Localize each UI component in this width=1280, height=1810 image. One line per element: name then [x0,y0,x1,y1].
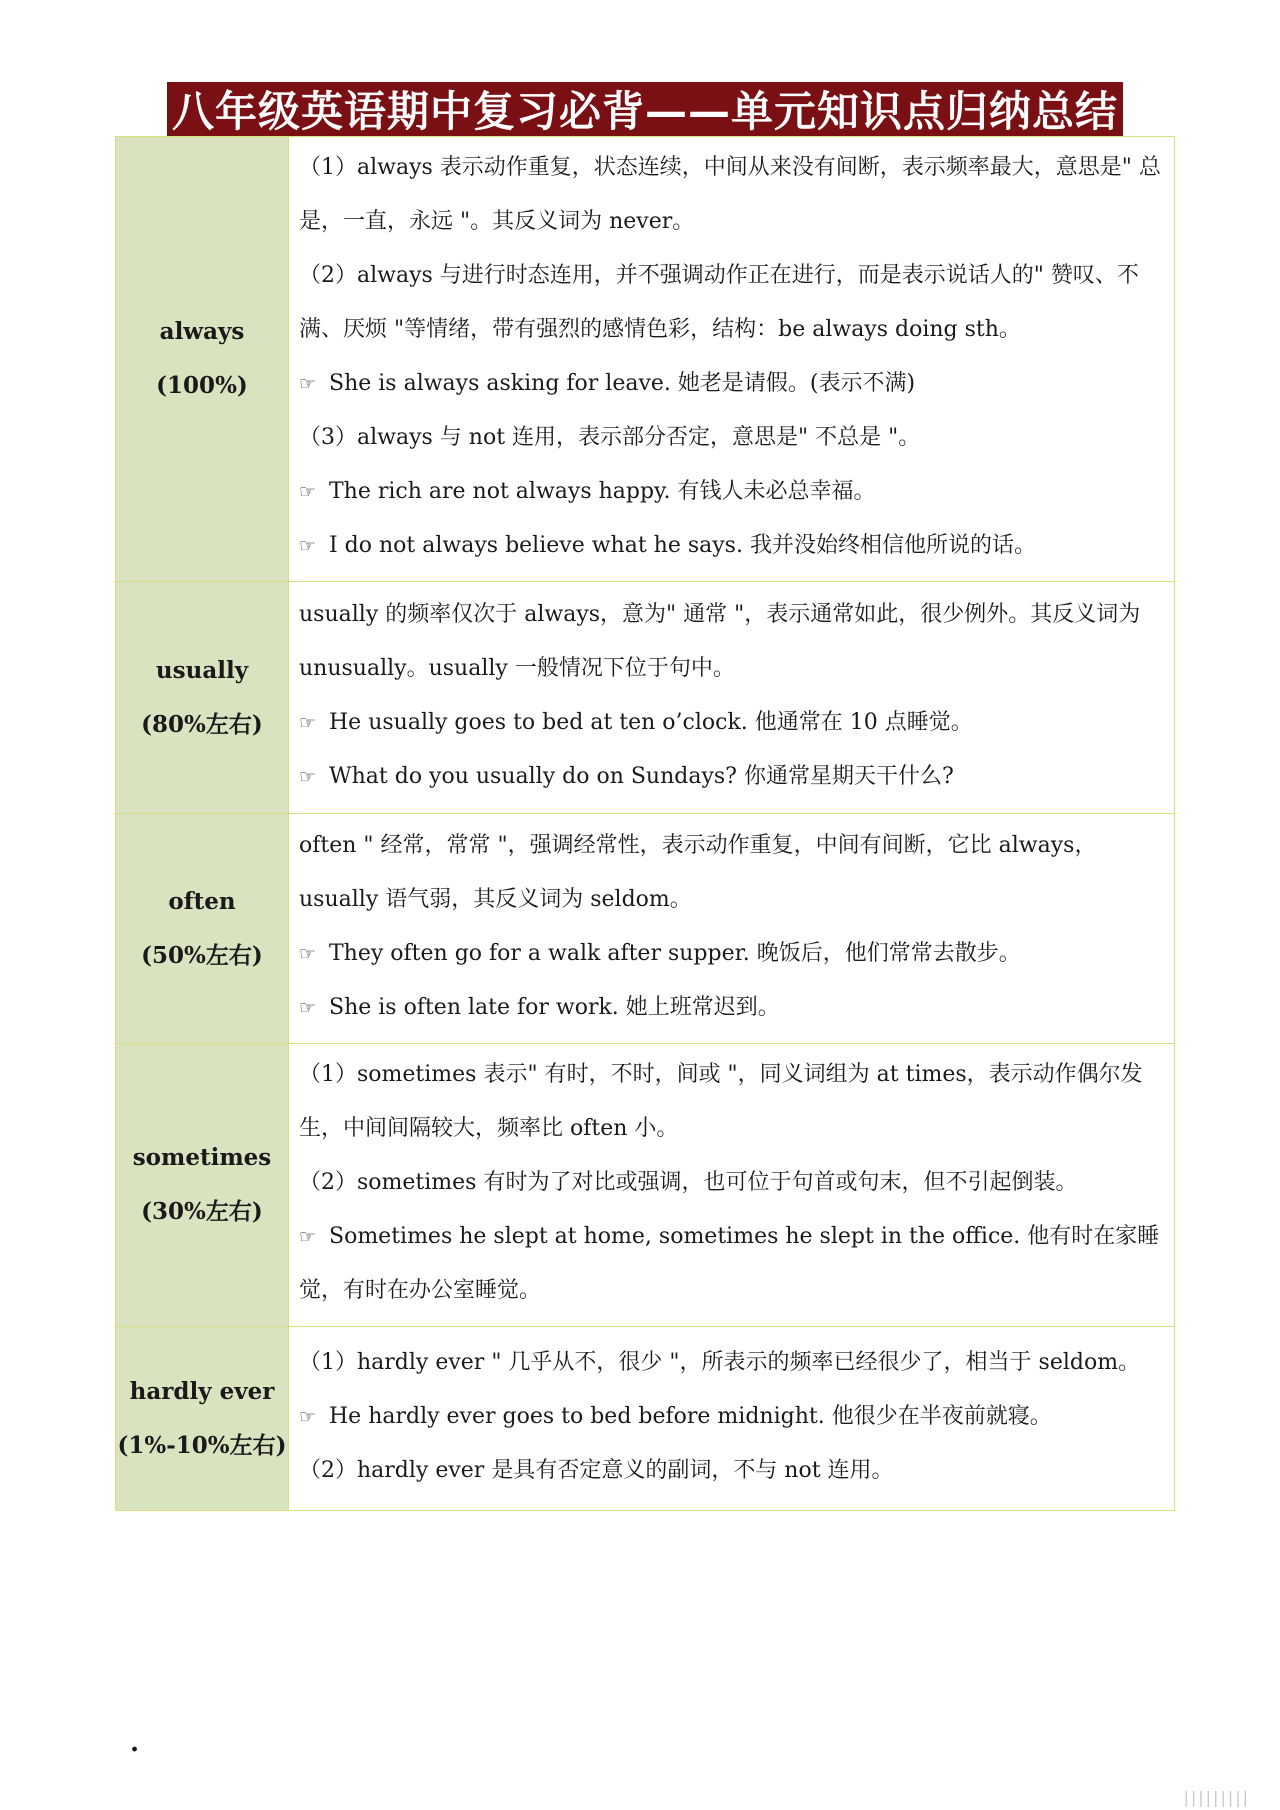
adverb-cell [116,1044,289,1327]
example-line: ☞ Sometimes he slept at home, sometimes he slept in the office. 他有时在家睡觉，有时在办公室睡觉。 [299,1210,1164,1318]
page-title: 八年级英语期中复习必背——单元知识点归纳总结 [167,82,1123,136]
explanation-line: （2）hardly ever 是具有否定意义的副词，不与 not 连用。 [299,1457,894,1483]
pointing-hand-icon: ☞ [299,711,317,734]
adverb-cell [116,582,289,814]
pointing-hand-icon: ☞ [299,535,317,557]
pointing-hand-icon: ☞ [299,1226,317,1248]
adverb-word: hardly ever [129,1377,275,1405]
explanation-cell [289,137,1175,582]
table-row [116,814,1175,1044]
adverb-frequency: (100%) [156,372,248,399]
pointing-hand-icon: ☞ [299,942,317,965]
pointing-hand-icon: ☞ [299,481,317,503]
explanation-line: usually 的频率仅次于 always，意为" 通常 "，表示通常如此，很少例外。其反义词为 unusually。usually 一般情况下位于句中。 [299,601,1141,681]
example-line: ☞ He hardly ever goes to bed before midnight. 他很少在半夜前就寝。 [299,1390,1164,1444]
table-row [116,1327,1175,1511]
frequency-adverb-table [115,136,1175,1511]
footer-mark: . [130,1728,140,1758]
adverb-frequency: (50%左右) [141,941,263,969]
pointing-hand-icon: ☞ [299,996,317,1019]
explanation-cell [289,1044,1175,1327]
adverb-cell [116,814,289,1044]
table-row [116,1044,1175,1327]
explanation-line: （1）hardly ever " 几乎从不，很少 "，所表示的频率已经很少了，相当于 seldom。 [299,1349,1141,1375]
example-line: ☞ I do not always believe what he says. 我并没始终相信他所说的话。 [299,519,1164,573]
adverb-word: often [168,887,236,915]
explanation-cell [289,1327,1175,1511]
adverb-word: usually [155,656,249,684]
explanation-cell [289,814,1175,1044]
example-line: ☞ The rich are not always happy. 有钱人未必总幸福。 [299,465,1164,519]
adverb-word: always [159,318,245,345]
adverb-cell [116,137,289,582]
adverb-frequency: (80%左右) [141,710,263,738]
explanation-line: （1）sometimes 表示" 有时，不时，间或 "，同义词组为 at times，表示动作偶尔发生，中间间隔较大，频率比 often 小。 [299,1062,1143,1141]
example-line: ☞ She is often late for work. 她上班常迟到。 [299,981,1164,1035]
explanation-line: （2）sometimes 有时为了对比或强调，也可位于句首或句末，但不引起倒装。 [299,1170,1078,1195]
explanation-line: often " 经常，常常 "，强调经常性，表示动作重复，中间有间断，它比 always，usually 语气弱，其反义词为 seldom。 [299,832,1097,912]
example-line: ☞ What do you usually do on Sundays? 你通常星期天干什么? [299,750,1164,804]
table-row [116,582,1175,814]
example-line: ☞ He usually goes to bed at ten o’clock. 他通常在 10 点睡觉。 [299,696,1164,750]
example-line: ☞ They often go for a walk after supper. 晚饭后，他们常常去散步。 [299,927,1164,981]
watermark: ||||||||| [1183,1788,1250,1807]
adverb-frequency: (30%左右) [141,1198,263,1225]
explanation-cell [289,582,1175,814]
adverb-word: sometimes [132,1144,272,1171]
adverb-frequency: (1%-10%左右) [117,1431,287,1459]
explanation-line: （1）always 表示动作重复，状态连续，中间从来没有间断，表示频率最大，意思是" 总是，一直，永远 "。其反义词为 never。 [299,155,1161,234]
table-row [116,137,1175,582]
adverb-cell [116,1327,289,1511]
explanation-line: （2）always 与进行时态连用，并不强调动作正在进行，而是表示说话人的" 赞叹、不满、厌烦 "等情绪，带有强烈的感情色彩，结构：be always doing sth。 [299,263,1139,342]
pointing-hand-icon: ☞ [299,765,317,788]
pointing-hand-icon: ☞ [299,1405,317,1428]
explanation-line: （3）always 与 not 连用，表示部分否定，意思是" 不总是 "。 [299,425,921,450]
example-line: ☞ She is always asking for leave. 她老是请假。(表示不满) [299,357,1164,411]
pointing-hand-icon: ☞ [299,373,317,395]
